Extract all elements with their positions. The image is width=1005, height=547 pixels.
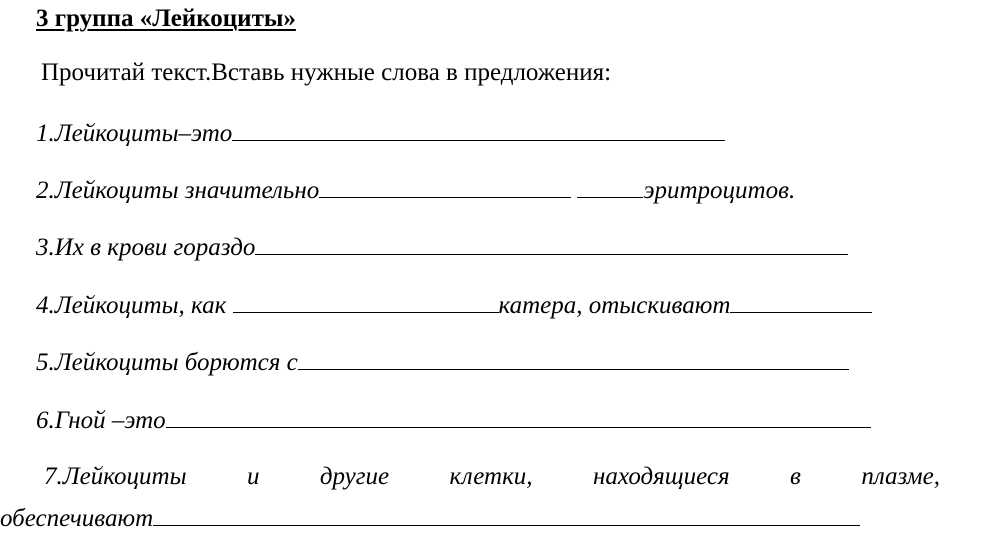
answer-blank-2a[interactable] xyxy=(319,175,571,198)
question-4-middle: катера, отыскивают xyxy=(498,292,731,319)
question-2-text: 2.Лейкоциты значительно xyxy=(36,177,320,204)
question-6-text: 6.Гной –это xyxy=(36,407,166,434)
answer-blank-3[interactable] xyxy=(255,232,848,255)
page-title: 3 группа «Лейкоциты» xyxy=(36,5,296,32)
question-7-word: в xyxy=(790,463,801,490)
question-1-text: 1.Лейкоциты–это xyxy=(36,120,233,147)
answer-blank-1[interactable] xyxy=(232,118,725,141)
question-2-ending: эритроцитов. xyxy=(643,177,796,204)
question-7-continuation: обеспечивают xyxy=(0,505,154,532)
question-7-line-2 xyxy=(0,503,860,534)
instruction-text: Прочитай текст.Вставь нужные слова в предложения: xyxy=(41,59,612,86)
question-7-word: плазме, xyxy=(861,463,940,490)
question-7-word: и xyxy=(246,463,260,490)
answer-blank-7[interactable] xyxy=(153,503,860,526)
answer-blank-5[interactable] xyxy=(298,347,849,370)
answer-blank-6[interactable] xyxy=(166,405,871,428)
question-2 xyxy=(36,175,795,206)
question-4-text: 4.Лейкоциты, как xyxy=(36,292,227,319)
question-4 xyxy=(36,290,872,321)
question-7-word: другие xyxy=(319,463,390,490)
question-3 xyxy=(36,232,848,263)
answer-blank-4b[interactable] xyxy=(730,290,872,313)
question-1 xyxy=(36,118,725,149)
question-6 xyxy=(36,405,871,436)
question-7-word: 7.Лейкоциты xyxy=(44,463,187,490)
question-7-word: клетки, xyxy=(449,463,533,490)
question-7-line-1 xyxy=(44,462,940,492)
question-5 xyxy=(36,347,849,378)
question-7-word: находящиеся xyxy=(592,463,730,490)
question-3-text: 3.Их в крови гораздо xyxy=(36,234,256,261)
answer-blank-4a[interactable] xyxy=(233,290,499,313)
answer-blank-2b[interactable] xyxy=(577,175,643,198)
question-5-text: 5.Лейкоциты борются с xyxy=(36,349,298,376)
